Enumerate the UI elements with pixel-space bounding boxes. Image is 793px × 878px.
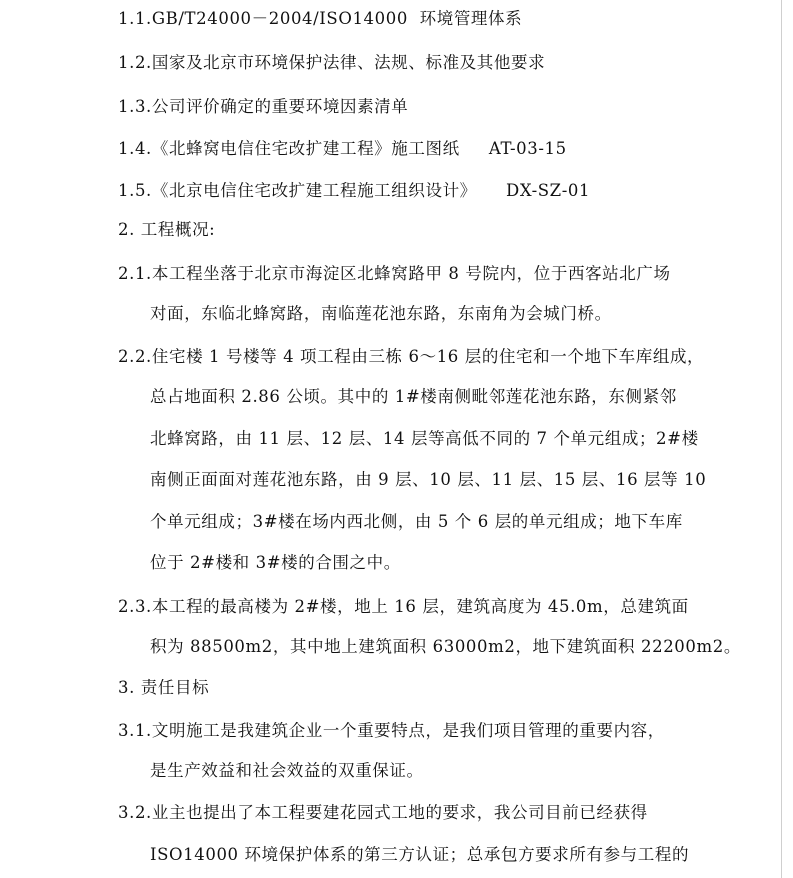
paragraph-2-2-line-1: 2.2.住宅楼 1 号楼等 4 项工程由三栋 6～16 层的住宅和一个地下车库组成， [118, 347, 705, 366]
paragraph-2-2-line-6: 位于 2#楼和 3#楼的合围之中。 [150, 553, 401, 572]
reference-item-1-4: 1.4.《北蜂窝电信住宅改扩建工程》施工图纸 AT-03-15 [118, 139, 567, 158]
reference-item-1-2: 1.2.国家及北京市环境保护法律、法规、标准及其他要求 [118, 53, 546, 72]
paragraph-2-2-line-2: 总占地面积 2.86 公顷。其中的 1#楼南侧毗邻莲花池东路，东侧紧邻 [150, 387, 677, 406]
paragraph-2-3-line-2: 积为 88500m2，其中地上建筑面积 63000m2，地下建筑面积 22200m2。 [150, 637, 741, 656]
paragraph-2-2-line-4: 南侧正面面对莲花池东路，由 9 层、10 层、11 层、15 层、16 层等 10 [150, 470, 707, 489]
section-heading-2: 2. 工程概况: [118, 220, 216, 239]
reference-item-1-1: 1.1.GB/T24000－2004/ISO14000 环境管理体系 [118, 9, 523, 28]
reference-item-1-3: 1.3.公司评价确定的重要环境因素清单 [118, 97, 409, 116]
reference-item-1-5: 1.5.《北京电信住宅改扩建工程施工组织设计》 DX-SZ-01 [118, 181, 591, 200]
paragraph-3-1-line-2: 是生产效益和社会效益的双重保证。 [150, 761, 424, 780]
paragraph-2-1-line-2: 对面，东临北蜂窝路，南临莲花池东路，东南角为会城门桥。 [150, 304, 612, 323]
paragraph-2-2-line-5: 个单元组成；3#楼在场内西北侧，由 5 个 6 层的单元组成；地下车库 [150, 512, 683, 531]
paragraph-2-2-line-3: 北蜂窝路，由 11 层、12 层、14 层等高低不同的 7 个单元组成；2#楼 [150, 429, 699, 448]
paragraph-2-1-line-1: 2.1.本工程坐落于北京市海淀区北蜂窝路甲 8 号院内，位于西客站北广场 [118, 264, 671, 283]
paragraph-3-2-line-1: 3.2.业主也提出了本工程要建花园式工地的要求，我公司目前已经获得 [118, 803, 648, 822]
paragraph-3-1-line-1: 3.1.文明施工是我建筑企业一个重要特点，是我们项目管理的重要内容， [118, 721, 665, 740]
paragraph-2-3-line-1: 2.3.本工程的最高楼为 2#楼，地上 16 层，建筑高度为 45.0m，总建筑面 [118, 597, 689, 616]
page-edge-line [781, 0, 782, 878]
paragraph-3-2-line-2: ISO14000 环境保护体系的第三方认证；总承包方要求所有参与工程的 [150, 845, 690, 864]
section-heading-3: 3. 责任目标 [118, 678, 210, 697]
